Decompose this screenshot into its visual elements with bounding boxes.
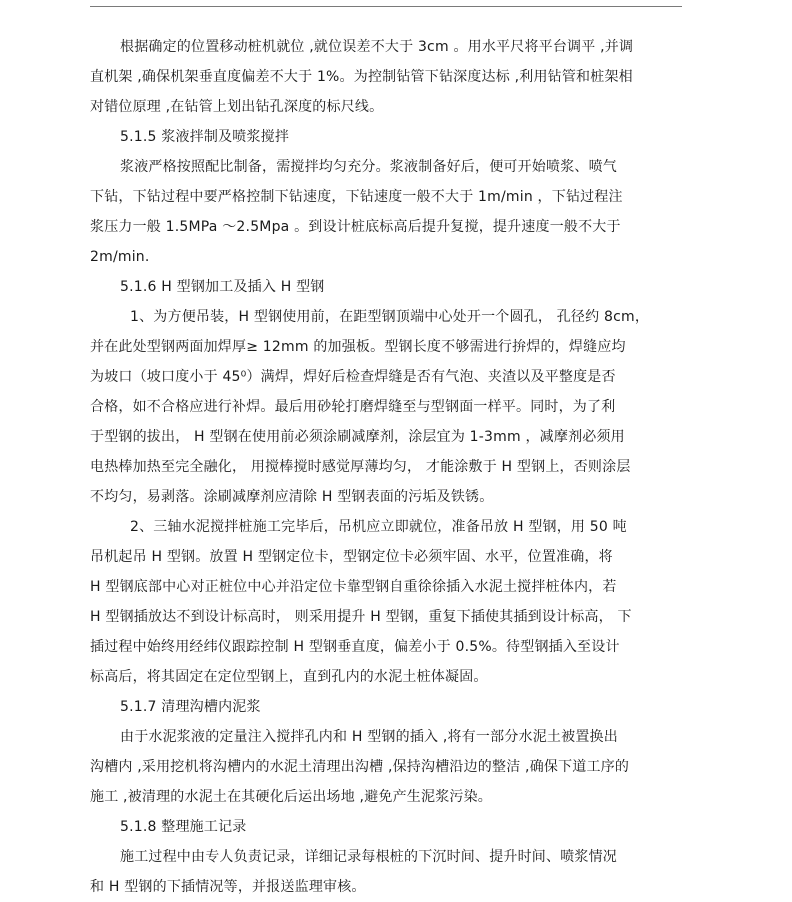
text-line: 2、三轴水泥搅拌桩施工完毕后，吊机应立即就位，准备吊放 H 型钢，用 50 吨 (130, 519, 627, 535)
text-line: 直机架 ,确保机架垂直度偏差不大于 1%。为控制钻管下钻深度达标 ,利用钻管和桩架相 (90, 69, 633, 85)
top-rule (90, 6, 682, 7)
text-line: 浆压力一般 1.5MPa ～2.5Mpa 。到设计桩底标高后提升复搅，提升速度一般不大于 (90, 219, 621, 235)
text-line: 合格，如不合格应进行补焊。最后用砂轮打磨焊缝至与型钢面一样平。同时，为了利 (90, 399, 616, 415)
text-line: 插过程中始终用经纬仪跟踪控制 H 型钢垂直度，偏差小于 0.5%。待型钢插入至设计 (90, 639, 620, 655)
text-line: 不均匀，易剥落。涂刷减摩剂应清除 H 型钢表面的污垢及铁锈。 (90, 489, 494, 505)
section-heading: 5.1.5 浆液拌制及喷浆搅拌 (120, 129, 290, 145)
text-line: 标高后，将其固定在定位型钢上，直到孔内的水泥土桩体凝固。 (90, 669, 488, 685)
section-heading: 5.1.8 整理施工记录 (120, 819, 247, 835)
text-line: 沟槽内 ,采用挖机将沟槽内的水泥土清理出沟槽 ,保持沟槽沿边的整洁 ,确保下道工序的 (90, 759, 630, 775)
text-line: 于型钢的拔出， H 型钢在使用前必须涂刷减摩剂，涂层宜为 1-3mm ，减摩剂必须用 (90, 429, 625, 445)
text-line: 施工过程中由专人负责记录，详细记录每根桩的下沉时间、提升时间、喷浆情况 (120, 849, 617, 865)
text-line: 施工 ,被清理的水泥土在其硬化后运出场地 ,避免产生泥浆污染。 (90, 789, 492, 805)
section-heading: 5.1.7 清理沟槽内泥浆 (120, 699, 261, 715)
text-line: 电热棒加热至完全融化， 用搅棒搅时感觉厚薄均匀， 才能涂敷于 H 型钢上，否则涂层 (90, 459, 631, 475)
text-line: 和 H 型钢的下插情况等，并报送监理审核。 (90, 879, 366, 895)
text-line: 根据确定的位置移动桩机就位 ,就位误差不大于 3cm 。用水平尺将平台调平 ,并调 (120, 39, 634, 55)
text-line: H 型钢底部中心对正桩位中心并沿定位卡靠型钢自重徐徐插入水泥土搅拌桩体内，若 (90, 579, 617, 595)
section-heading: 5.1.6 H 型钢加工及插入 H 型钢 (120, 279, 325, 295)
text-line: 吊机起吊 H 型钢。放置 H 型钢定位卡，型钢定位卡必须牢固、水平，位置准确，将 (90, 549, 613, 565)
document-page (0, 32, 792, 902)
text-line: 2m/min. (90, 249, 150, 265)
text-line: H 型钢插放达不到设计标高时， 则采用提升 H 型钢，重复下插使其插到设计标高， 下 (90, 609, 632, 625)
text-line: 对错位原理 ,在钻管上划出钻孔深度的标尺线。 (90, 99, 384, 115)
text-line: 由于水泥浆液的定量注入搅拌孔内和 H 型钢的插入 ,将有一部分水泥土被置换出 (120, 729, 618, 745)
text-line: 1、为方便吊装，H 型钢使用前，在距型钢顶端中心处开一个圆孔， 孔径约 8cm， (130, 309, 650, 325)
text-line: 下钻，下钻过程中要严格控制下钻速度，下钻速度一般不大于 1m/min ，下钻过程注 (90, 189, 623, 205)
text-line: 浆液严格按照配比制备，需搅拌均匀充分。浆液制备好后，便可开始喷浆、喷气 (120, 159, 617, 175)
text-line: 并在此处型钢两面加焊厚≥ 12mm 的加强板。型钢长度不够需进行拚焊的，焊缝应均 (90, 339, 626, 355)
text-line: 为坡口（坡口度小于 45⁰）满焊，焊好后检查焊缝是否有气泡、夹渣以及平整度是否 (90, 369, 616, 385)
